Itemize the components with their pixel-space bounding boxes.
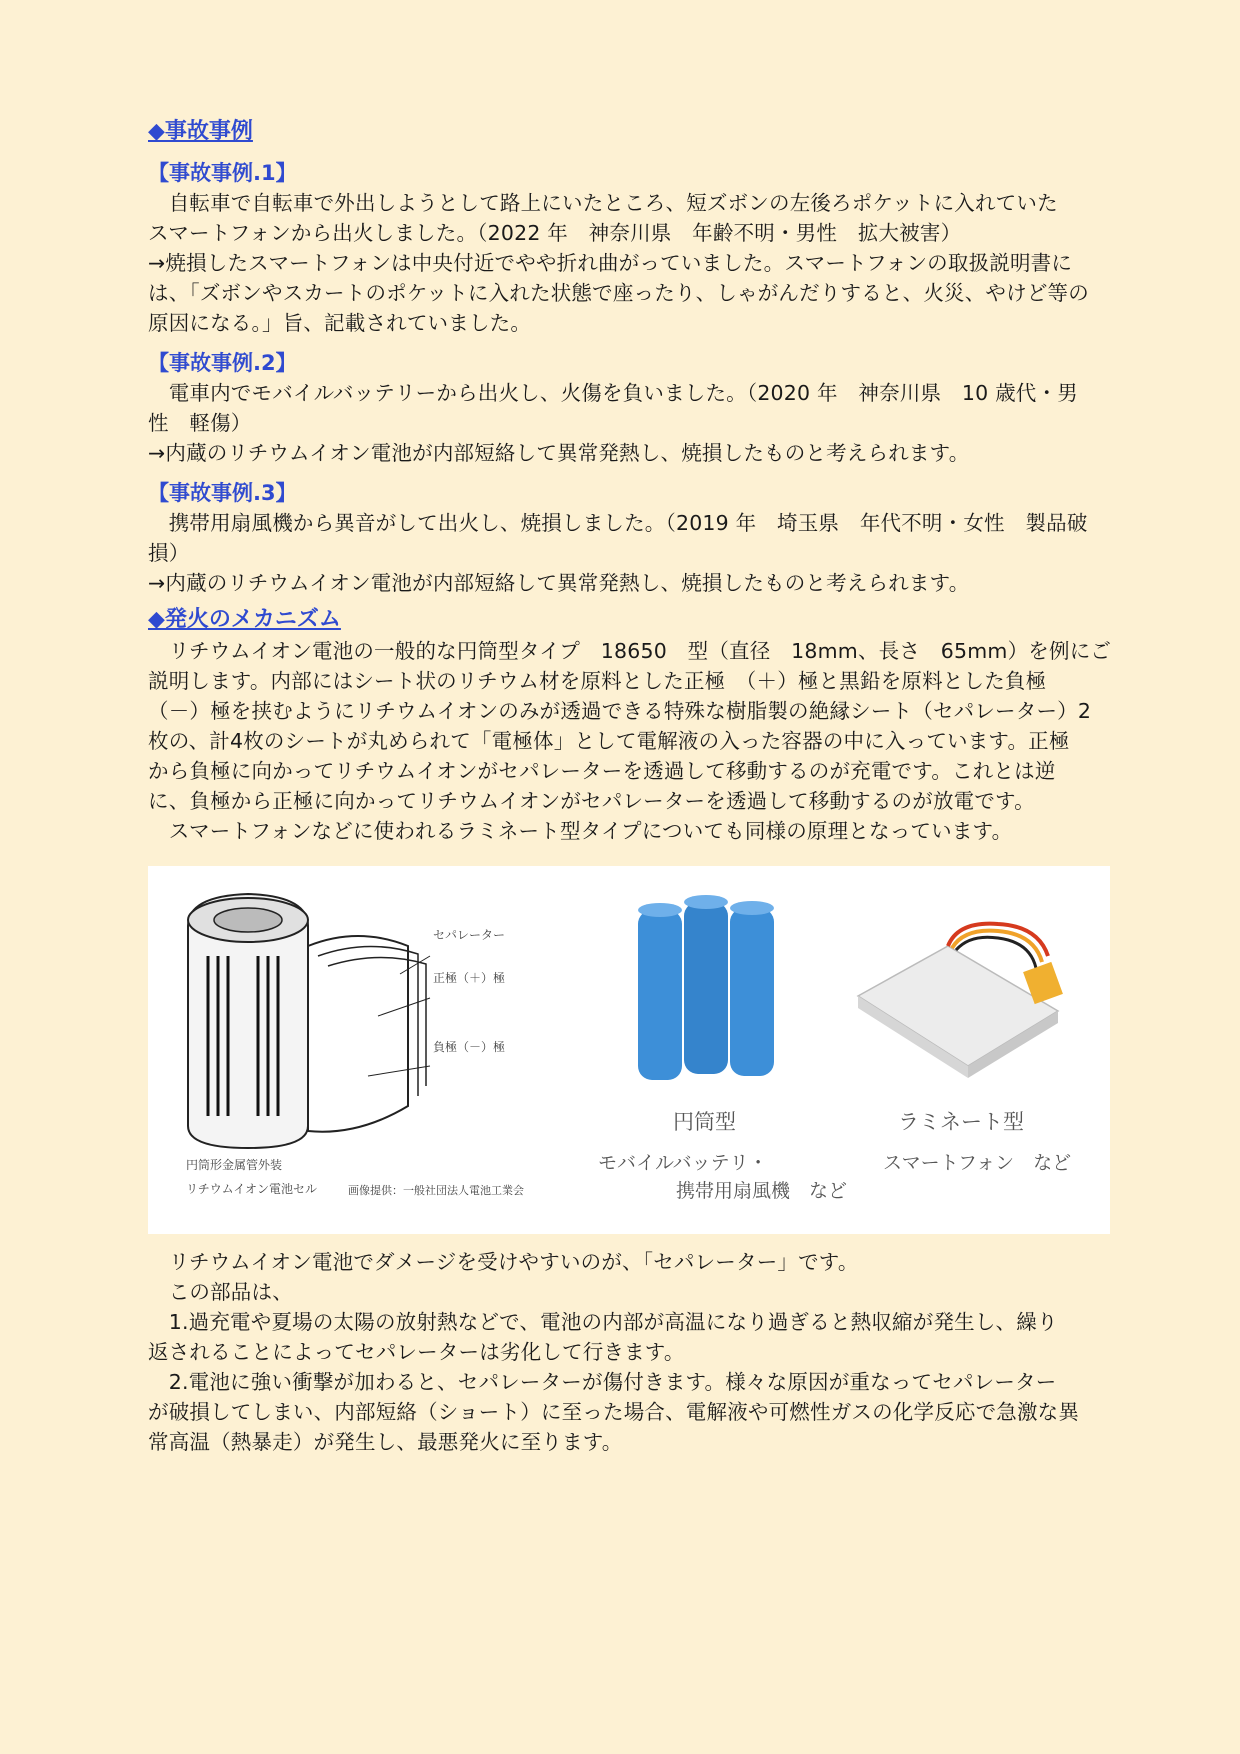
cell-caption-2: リチウムイオン電池セル bbox=[186, 1182, 318, 1196]
case-1-line-4: は、「ズボンやスカートのポケットに入れた状態で座ったり、しゃがんだりすると、火災、やけど等の bbox=[148, 281, 1089, 305]
cylinder-type-desc-1: モバイルバッテリ・ bbox=[598, 1152, 768, 1174]
case-title-2: 【事故事例.2】 bbox=[148, 351, 297, 375]
separator-line-7: 常高温（熱暴走）が発生し、最悪発火に至ります。 bbox=[148, 1430, 623, 1454]
separator-line-6: が破損してしまい、内部短絡（ショート）に至った場合、電解液や可燃性ガスの化学反応で急激な異 bbox=[148, 1400, 1080, 1424]
case-2-line-3: →内蔵のリチウムイオン電池が内部短絡して異常発熱し、焼損したものと考えられます。 bbox=[148, 441, 970, 465]
case-title-3: 【事故事例.3】 bbox=[148, 481, 297, 505]
mechanism-line-7: スマートフォンなどに使われるラミネート型タイプについても同様の原理となっています。 bbox=[148, 819, 1013, 843]
case-2-line-2: 性 軽傷） bbox=[148, 411, 252, 435]
mechanism-line-2: 説明します。内部にはシート状のリチウム材を原料とした正極 （＋）極と黒鉛を原料とした負極 bbox=[148, 669, 1047, 693]
case-1-line-2: スマートフォンから出火しました。（2022 年 神奈川県 年齢不明・男性 拡大被害） bbox=[148, 221, 962, 245]
case-3-line-2: 損） bbox=[148, 541, 190, 565]
label-negative-electrode: 負極（－）極 bbox=[433, 1040, 506, 1054]
mechanism-paragraph bbox=[148, 636, 1120, 846]
accident-case-2 bbox=[148, 348, 1120, 468]
cylinder-type-desc-2: 携帯用扇風機 など bbox=[676, 1180, 848, 1202]
mechanism-line-1: リチウムイオン電池の一般的な円筒型タイプ 18650 型（直径 18mm、長さ 65mm）を例にご bbox=[148, 639, 1112, 663]
case-3-line-1: 携帯用扇風機から異音がして出火し、焼損しました。（2019 年 埼玉県 年代不明・女性 製品破 bbox=[148, 511, 1088, 535]
accident-case-1 bbox=[148, 158, 1120, 338]
heading-accident-cases: ◆事故事例 bbox=[148, 119, 253, 144]
main-content bbox=[148, 116, 1120, 846]
case-title-1: 【事故事例.1】 bbox=[148, 161, 297, 185]
case-2-line-1: 電車内でモバイルバッテリーから出火し、火傷を負いました。（2020 年 神奈川県 10 歳代・男 bbox=[148, 381, 1078, 405]
cylindrical-cell-cutaway-diagram bbox=[168, 886, 588, 1166]
case-1-line-5: 原因になる。」旨、記載されていました。 bbox=[148, 311, 532, 335]
separator-line-4: 返されることによってセパレーターは劣化して行きます。 bbox=[148, 1340, 685, 1364]
case-1-line-1: 自転車で自転車で外出しようとして路上にいたところ、短ズボンの左後ろポケットに入れていた bbox=[148, 191, 1058, 215]
accident-case-3 bbox=[148, 478, 1120, 598]
mechanism-line-4: 枚の、計4枚のシートが丸められて「電極体」として電解液の入った容器の中に入っています。正極 bbox=[148, 729, 1070, 753]
battery-figure bbox=[148, 866, 1110, 1234]
separator-line-5: 2.電池に強い衝撃が加わると、セパレーターが傷付きます。様々な原因が重なってセパレーター bbox=[148, 1370, 1057, 1394]
separator-line-2: この部品は、 bbox=[148, 1280, 293, 1304]
case-1-line-3: →焼損したスマートフォンは中央付近でやや折れ曲がっていました。スマートフォンの取扱説明書に bbox=[148, 251, 1073, 275]
separator-line-3: 1.過充電や夏場の太陽の放射熱などで、電池の内部が高温になり過ぎると熱収縮が発生し、繰り bbox=[148, 1310, 1058, 1334]
laminate-type-title: ラミネート型 bbox=[898, 1110, 1024, 1134]
label-positive-electrode: 正極（＋）極 bbox=[433, 971, 506, 985]
case-3-line-3: →内蔵のリチウムイオン電池が内部短絡して異常発熱し、焼損したものと考えられます。 bbox=[148, 571, 970, 595]
mechanism-line-3: （－）極を挟むようにリチウムイオンのみが透過できる特殊な樹脂製の絶縁シート（セパレーター）2 bbox=[148, 699, 1092, 723]
laminate-battery-image bbox=[848, 916, 1068, 1086]
separator-line-1: リチウムイオン電池でダメージを受けやすいのが、「セパレーター」です。 bbox=[148, 1250, 859, 1274]
mechanism-line-6: に、負極から正極に向かってリチウムイオンがセパレーターを透過して移動するのが放電です。 bbox=[148, 789, 1035, 813]
mechanism-line-5: から負極に向かってリチウムイオンがセパレーターを透過して移動するのが充電です。これとは逆 bbox=[148, 759, 1056, 783]
cylindrical-batteries-image bbox=[628, 890, 788, 1090]
laminate-type-desc: スマートフォン など bbox=[883, 1152, 1072, 1174]
heading-ignition-mechanism: ◆発火のメカニズム bbox=[148, 607, 341, 632]
separator-explanation bbox=[148, 1247, 1120, 1457]
image-credit: 画像提供：一般社団法人電池工業会 bbox=[348, 1184, 524, 1197]
cell-caption-1: 円筒形金属管外装 bbox=[186, 1158, 283, 1172]
cylinder-type-title: 円筒型 bbox=[673, 1110, 736, 1134]
label-separator: セパレーター bbox=[433, 928, 506, 942]
